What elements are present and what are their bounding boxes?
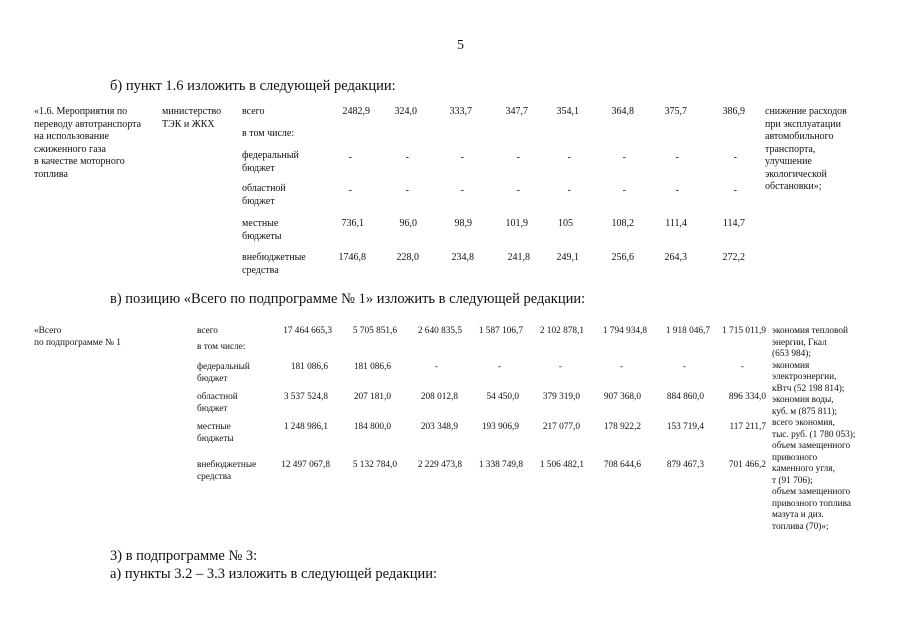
table2-value-cell: 153 719,4 [666, 422, 704, 432]
table1-row-label: в том числе: [242, 128, 295, 139]
result-line: кВтч (52 198 814); [772, 383, 845, 394]
table2-row-label: в том числе: [197, 342, 246, 352]
result-line: экономия [772, 360, 810, 371]
table1-value-cell: - [567, 185, 571, 196]
table1-item-title [34, 106, 141, 181]
label-line: внебюджетные [197, 460, 257, 470]
table1-value-cell: - [460, 152, 464, 163]
table1-row-label [242, 252, 306, 277]
table2-value-cell: 181 086,6 [290, 362, 328, 372]
label-line: федеральный [197, 362, 250, 372]
result-line: каменного угля, [772, 464, 835, 474]
table1-value-cell: - [733, 152, 737, 163]
item-line: переводу автотранспорта [34, 118, 142, 130]
table1-value-cell: 736,1 [341, 218, 364, 229]
table2-value-cell: 208 012,8 [420, 392, 458, 402]
table1-value-cell: 364,8 [611, 106, 634, 117]
label-line: бюджет [242, 195, 275, 207]
result-line: привозного топлива [772, 498, 851, 509]
table2-value-cell: 12 497 067,8 [281, 460, 330, 470]
table1-value-cell: 272,2 [722, 252, 745, 263]
label-line: областной [242, 183, 286, 194]
table2-value-cell: 178 922,2 [603, 422, 641, 432]
result-line: т (91 706); [772, 475, 813, 486]
table1-value-cell: 98,9 [454, 218, 472, 229]
item-line: топлива [34, 168, 68, 180]
result-line: топлива (70)»; [772, 521, 829, 532]
item-line: «1.6. Мероприятия по [34, 106, 128, 117]
table1-value-cell: - [405, 152, 409, 163]
table1-value-cell: - [516, 185, 520, 196]
label-line: средства [242, 264, 279, 276]
table2-value-cell: 3 537 524,8 [283, 392, 328, 402]
table1-value-cell: 105 [558, 218, 573, 229]
result-line: экономия воды, [772, 395, 834, 405]
table1-row-label [242, 150, 299, 175]
table2-value-cell: 193 906,9 [481, 422, 519, 432]
table1-row-label [242, 183, 286, 208]
table1-value-cell: 1746,8 [338, 252, 366, 263]
result-line: привозного [772, 452, 818, 463]
table1-value-cell: - [622, 152, 626, 163]
table2-value-cell: 2 229 473,8 [417, 460, 462, 470]
table2-row-label [197, 422, 234, 445]
table2-value-cell: - [497, 362, 501, 372]
table1-value-cell: 228,0 [396, 252, 419, 263]
table2-value-cell: - [619, 362, 623, 372]
table2-value-cell: 879 467,3 [666, 460, 704, 470]
table2-result [772, 326, 855, 533]
executor-line: ТЭК и ЖКХ [162, 118, 215, 130]
label-line: местные [242, 218, 279, 229]
table1-value-cell: - [567, 152, 571, 163]
result-line: улучшение [765, 156, 812, 167]
label-line: бюджет [242, 162, 275, 174]
table2-value-cell: - [558, 362, 562, 372]
table1-value-cell: - [348, 152, 352, 163]
label-line: бюджеты [242, 230, 282, 242]
table2-row-label: всего [197, 326, 218, 336]
result-line: всего экономия, [772, 418, 835, 428]
table2-value-cell: 1 338 749,8 [478, 460, 523, 470]
table1-value-cell: 256,6 [611, 252, 634, 263]
label-line: местные [197, 422, 231, 432]
result-line: экологической [765, 168, 827, 180]
table2-value-cell: 207 181,0 [353, 392, 391, 402]
table2-value-cell: 117 211,7 [729, 422, 766, 432]
label-line: областной [197, 392, 238, 402]
table2-value-cell: 1 248 986,1 [283, 422, 328, 432]
table2-value-cell: 181 086,6 [353, 362, 391, 372]
table1-value-cell: 241,8 [507, 252, 530, 263]
result-line: куб. м (875 811); [772, 406, 838, 417]
table2-item-title [34, 326, 121, 349]
result-line: при эксплуатации [765, 118, 841, 130]
table2-value-cell: - [740, 362, 744, 372]
table1-value-cell: 264,3 [664, 252, 687, 263]
table1-value-cell: 101,9 [505, 218, 528, 229]
heading-3: 3) в подпрограмме № 3: [110, 548, 258, 564]
table2-value-cell: 217 077,0 [542, 422, 580, 432]
label-line: бюджеты [197, 433, 234, 444]
result-line: мазута и диз. [772, 510, 824, 520]
table1-value-cell: 114,7 [722, 218, 745, 229]
table1-value-cell: - [622, 185, 626, 196]
table2-value-cell: 2 102 878,1 [539, 326, 584, 336]
table2-value-cell: 896 334,0 [728, 392, 766, 402]
table1-value-cell: - [675, 152, 679, 163]
label-line: внебюджетные [242, 252, 306, 263]
table2-value-cell: 1 506 482,1 [539, 460, 584, 470]
table2-value-cell: 708 644,6 [603, 460, 641, 470]
result-line: снижение расходов [765, 106, 847, 117]
result-line: тыс. руб. (1 780 053); [772, 429, 856, 440]
table1-value-cell: 386,9 [722, 106, 745, 117]
table2-value-cell: 2 640 835,5 [417, 326, 462, 336]
result-line: электроэнергии, [772, 372, 837, 382]
table1-result [765, 106, 847, 194]
table2-row-label [197, 392, 238, 415]
table1-value-cell: 234,8 [451, 252, 474, 263]
result-line: транспорта, [765, 143, 816, 155]
result-line: объем замещенного [772, 441, 851, 451]
table2-value-cell: - [434, 362, 438, 372]
item-line: на использование [34, 131, 109, 142]
table1-value-cell: 249,1 [556, 252, 579, 263]
table1-value-cell: 324,0 [394, 106, 417, 117]
heading-a: а) пункты 3.2 – 3.3 изложить в следующей редакции: [110, 566, 438, 582]
table2-value-cell: 17 464 665,3 [283, 326, 332, 336]
table1-value-cell: 96,0 [399, 218, 417, 229]
table2-value-cell: 379 319,0 [542, 392, 580, 402]
result-line: энергии, Гкал [772, 337, 827, 348]
result-line: обстановки»; [765, 181, 822, 192]
table2-value-cell: 884 860,0 [666, 392, 704, 402]
result-line: (653 984); [772, 349, 811, 359]
table1-value-cell: - [405, 185, 409, 196]
result-line: объем замещенного [772, 487, 851, 497]
label-line: федеральный [242, 150, 299, 161]
item-line: сжиженного газа [34, 143, 106, 155]
heading-b: б) пункт 1.6 изложить в следующей редакции: [110, 78, 396, 94]
label-line: бюджет [197, 373, 228, 384]
table2-value-cell: 184 800,0 [353, 422, 391, 432]
table1-value-cell: - [348, 185, 352, 196]
item-line: «Всего [34, 326, 62, 336]
table1-value-cell: - [675, 185, 679, 196]
table2-row-label [197, 460, 256, 483]
result-line: автомобильного [765, 131, 834, 142]
table1-value-cell: 111,4 [665, 218, 687, 229]
label-line: средства [197, 471, 232, 482]
table2-value-cell: 5 132 784,0 [352, 460, 397, 470]
table1-row-label: всего [242, 106, 265, 117]
table1-value-cell: 108,2 [611, 218, 634, 229]
table1-value-cell: 354,1 [556, 106, 579, 117]
table2-value-cell: 1 918 046,7 [665, 326, 710, 336]
table1-row-label [242, 218, 281, 243]
executor-line: министерство [162, 106, 222, 117]
page-number: 5 [457, 38, 464, 53]
table2-value-cell: 701 466,2 [728, 460, 766, 470]
table1-executor [162, 106, 221, 131]
table2-value-cell: 1 587 106,7 [478, 326, 523, 336]
table1-value-cell: 2482,9 [342, 106, 370, 117]
table2-value-cell: 54 450,0 [486, 392, 519, 402]
table1-value-cell: - [516, 152, 520, 163]
heading-v: в) позицию «Всего по подпрограмме № 1» изложить в следующей редакции: [110, 291, 586, 307]
table2-value-cell: - [682, 362, 686, 372]
table1-value-cell: 333,7 [449, 106, 472, 117]
table1-value-cell: 375,7 [664, 106, 687, 117]
table1-value-cell: - [460, 185, 464, 196]
table1-value-cell: 347,7 [505, 106, 528, 117]
table1-value-cell: - [733, 185, 737, 196]
table2-value-cell: 1 794 934,8 [602, 326, 647, 336]
table2-row-label [197, 362, 250, 385]
label-line: бюджет [197, 403, 228, 414]
table2-value-cell: 907 368,0 [603, 392, 641, 402]
item-line: по подпрограмме № 1 [34, 337, 121, 348]
item-line: в качестве моторного [34, 156, 125, 167]
table2-value-cell: 5 705 851,6 [352, 326, 397, 336]
table2-value-cell: 203 348,9 [420, 422, 458, 432]
result-line: экономия тепловой [772, 326, 848, 336]
table2-value-cell: 1 715 011,9 [722, 326, 766, 336]
